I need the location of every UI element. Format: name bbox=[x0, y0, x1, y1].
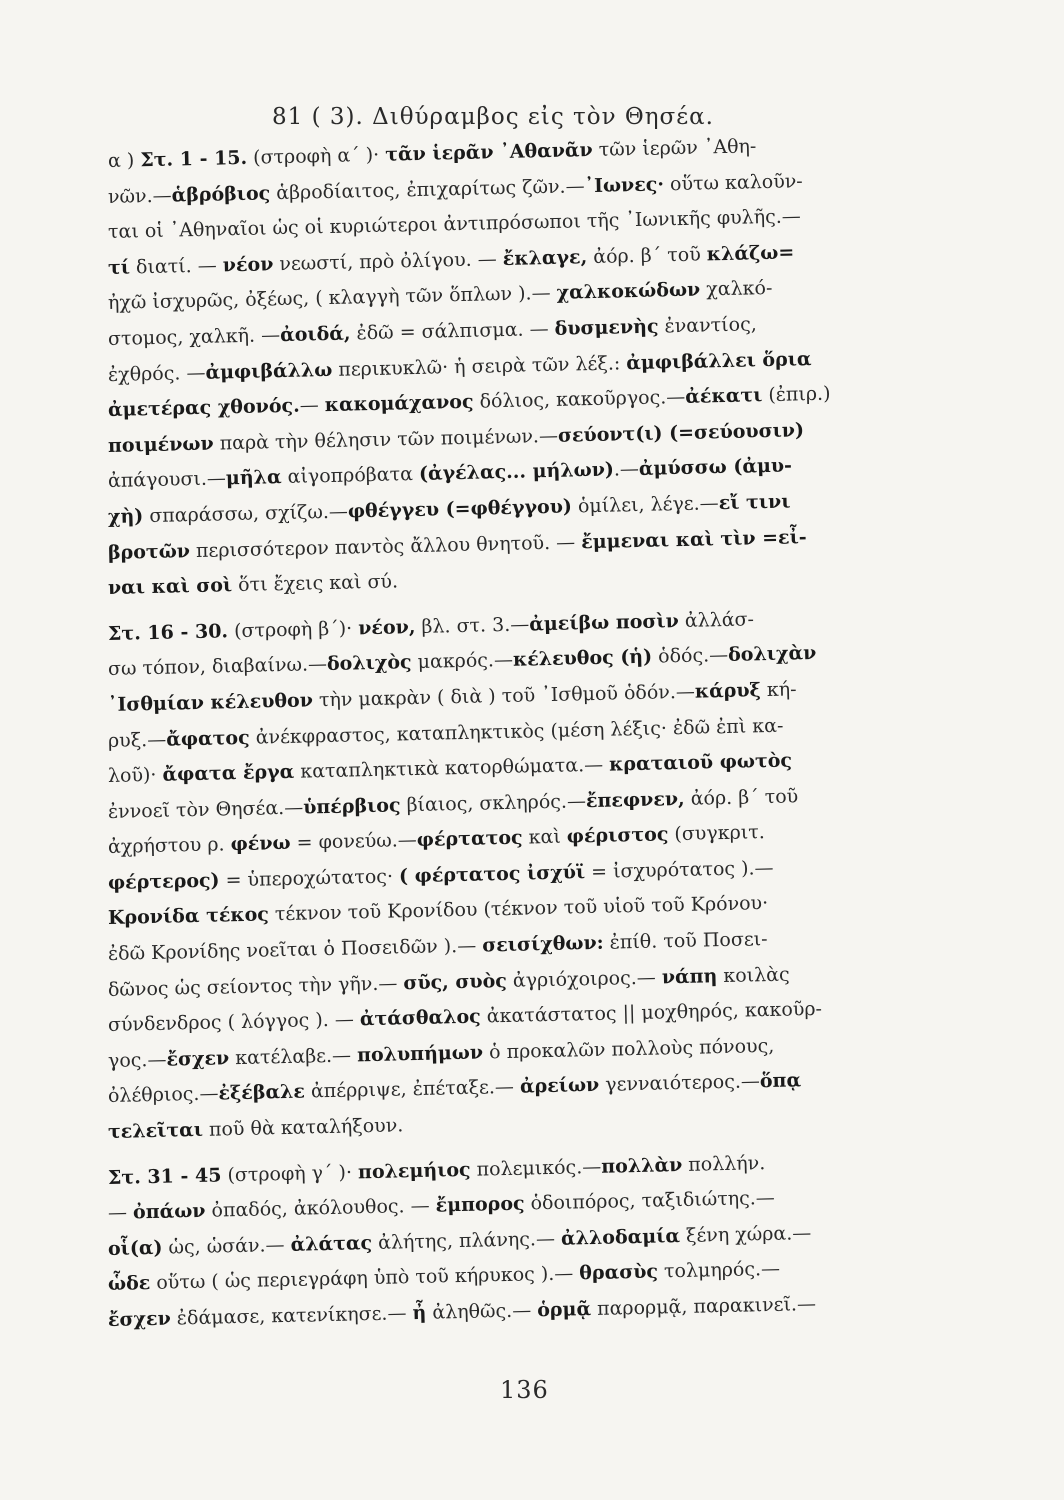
lemma: νάπη bbox=[661, 964, 718, 989]
lemma: ἀτάσθαλος bbox=[359, 1005, 481, 1031]
gloss: σω τόπον, διαβαίνω.— bbox=[107, 653, 328, 681]
gloss: στομος, χαλκῆ. — bbox=[107, 324, 281, 350]
commentary-body bbox=[107, 135, 972, 1339]
lemma: ἀρείων bbox=[519, 1074, 600, 1099]
gloss: λοῦ)· bbox=[107, 763, 163, 788]
lemma: σεισίχθων: bbox=[481, 931, 604, 957]
lemma: φένω bbox=[230, 832, 291, 856]
gloss: νῶν.— bbox=[107, 184, 172, 208]
gloss: ἀόρ. β΄ τοῦ bbox=[586, 243, 708, 268]
lemma: ὅπᾳ bbox=[759, 1069, 802, 1093]
lemma: πολυπήμων bbox=[356, 1041, 484, 1067]
gloss: κή- bbox=[760, 678, 797, 702]
page-number: 136 bbox=[500, 1376, 549, 1404]
gloss: ὁ προκαλῶν πολλοὺς πόνους, bbox=[482, 1034, 775, 1064]
lemma: φέρτερος) bbox=[107, 869, 220, 894]
lemma: ἀμετέρας χθονός. bbox=[107, 394, 300, 422]
gloss: καταπληκτικὰ κατορθώματα.— bbox=[294, 753, 610, 783]
lemma: ἔσχεν bbox=[166, 1047, 230, 1071]
gloss: α ) bbox=[107, 149, 141, 172]
lemma: ἀμφιβάλλω bbox=[205, 358, 333, 384]
gloss: τῶν ἱερῶν ᾿Αθη- bbox=[592, 135, 757, 161]
lemma: φέριστος bbox=[566, 823, 669, 848]
lemma: ᾿Ισθμίαν κέλευθον bbox=[107, 689, 314, 716]
gloss: σύνδενδρος ( λόγγος ). — bbox=[107, 1008, 361, 1037]
lemma: φέρτατος bbox=[416, 826, 523, 852]
gloss: ὁμίλει, λέγε.— bbox=[571, 492, 719, 518]
gloss: ὀλέθριος.— bbox=[107, 1082, 219, 1108]
lemma: χὴ) bbox=[107, 505, 144, 528]
gloss: μακρός.— bbox=[411, 649, 514, 674]
lemma: εἴ τινι bbox=[718, 490, 791, 515]
gloss: διατί. — bbox=[129, 254, 224, 279]
gloss: (συγκριτ. bbox=[668, 821, 765, 846]
gloss: ἀλλάσ- bbox=[678, 608, 755, 632]
lemma: οἷ(α) bbox=[107, 1236, 163, 1260]
gloss: ὡς, ὡσάν.— bbox=[162, 1233, 291, 1259]
lemma: φθέγγευ (=φθέγγου) bbox=[347, 495, 573, 523]
gloss: γος.— bbox=[107, 1048, 167, 1072]
lemma: βροτῶν bbox=[107, 539, 191, 564]
lemma: Κρονίδα τέκος bbox=[107, 903, 270, 930]
gloss: οὕτω καλοῦν- bbox=[663, 169, 803, 195]
gloss: ἁβροδίαιτος, ἐπιχαρίτως ζῶν.— bbox=[269, 174, 585, 204]
gloss: ἀγριόχοιρος.— bbox=[506, 966, 663, 992]
gloss: ἐδάμασε, κατενίκησε.— bbox=[170, 1302, 413, 1330]
section-number: 81 ( 3). bbox=[272, 104, 364, 130]
gloss: ἀκατάστατος || μοχθηρός, κακοῦρ- bbox=[480, 998, 823, 1028]
gloss: κατέλαβε.— bbox=[228, 1044, 358, 1070]
lemma: δολιχὸς bbox=[326, 651, 412, 676]
lemma: θρασὺς bbox=[579, 1260, 659, 1285]
gloss: ποῦ θὰ καταλήξουν. bbox=[202, 1114, 404, 1141]
gloss: ἀπάγουσι.— bbox=[107, 467, 227, 493]
lemma: ἔμπορος bbox=[435, 1192, 525, 1217]
section-title: Διθύραμβος εἰς τὸν Θησέα. bbox=[372, 104, 714, 130]
lemma: νέον, bbox=[357, 615, 416, 640]
gloss: πολλήν. bbox=[681, 1151, 766, 1176]
gloss: (ἐπιρ.) bbox=[762, 382, 831, 407]
gloss: ἀνέκφραστος, καταπληκτικὸς (μέση λέξις· ἐδῶ ἐπὶ κα- bbox=[249, 714, 784, 749]
gloss: = ἰσχυρότατος ).— bbox=[584, 856, 774, 884]
lemma: ἦ bbox=[412, 1301, 427, 1325]
gloss: δῶνος ὡς σείοντος τὴν γῆν.— bbox=[107, 971, 404, 1001]
lemma: τελεῖται bbox=[107, 1118, 204, 1144]
gloss: ἐναντίος, bbox=[658, 313, 757, 338]
lemma: δολιχὰν bbox=[727, 642, 817, 667]
gloss: .— bbox=[613, 458, 640, 481]
lemma: τί bbox=[107, 256, 131, 279]
lemma: ἀμύσσω (ἀμυ- bbox=[638, 454, 793, 481]
gloss: πολεμικός.— bbox=[470, 1155, 602, 1181]
lemma: Στ. 1 - 15. bbox=[140, 146, 248, 172]
gloss: (στροφὴ α΄ )· bbox=[246, 143, 386, 169]
lemma: σῦς, συὸς bbox=[403, 969, 508, 994]
lemma: ἔμμεναι καὶ τὶν =εἶ- bbox=[580, 525, 807, 553]
lemma: ὑπέρβιος bbox=[302, 794, 401, 819]
gloss: ἐπίθ. τοῦ Ποσει- bbox=[603, 928, 768, 954]
lemma: σεύοντ(ι) (=σεύουσιν) bbox=[557, 418, 805, 447]
lemma: ὀπάων bbox=[132, 1200, 206, 1224]
gloss: — bbox=[299, 394, 325, 417]
gloss: ἀπέρριψε, ἐπέταξε.— bbox=[304, 1076, 521, 1103]
lemma: ἁβρόβιος bbox=[171, 181, 271, 207]
lemma: ποιμένων bbox=[107, 432, 214, 457]
gloss: βλ. στ. 3.— bbox=[415, 613, 530, 638]
gloss: = ὑπεροχώτατος· bbox=[219, 865, 400, 892]
gloss: ρυξ.— bbox=[107, 728, 167, 752]
lemma: ὧδε bbox=[107, 1272, 151, 1296]
lemma: Στ. 16 - 30. bbox=[107, 619, 229, 645]
lemma: ναι καὶ σοὶ bbox=[107, 574, 233, 600]
gloss: σπαράσσω, σχίζω.— bbox=[143, 500, 349, 528]
gloss: περισσότερον παντὸς ἄλλου θνητοῦ. — bbox=[189, 530, 582, 562]
lemma: ᾿Ιωνες· bbox=[584, 172, 665, 197]
gloss: αἰγοπρόβατα bbox=[281, 463, 420, 489]
gloss: χαλκό- bbox=[699, 277, 773, 301]
lemma: Στ. 31 - 45 bbox=[107, 1164, 222, 1189]
lemma: μῆλα bbox=[225, 466, 282, 490]
lemma: ἔκλαγε, bbox=[502, 245, 588, 270]
gloss: (στροφὴ β΄)· bbox=[227, 617, 359, 642]
gloss: ἐδῶ = σάλπισμα. — bbox=[350, 317, 555, 345]
gloss: ὁδός.— bbox=[651, 644, 729, 668]
gloss: καὶ bbox=[522, 825, 568, 849]
gloss: νεωστί, πρὸ ὀλίγου. — bbox=[273, 247, 504, 276]
lemma: κραταιοῦ φωτὸς bbox=[608, 749, 793, 776]
gloss: τολμηρός.— bbox=[657, 1258, 781, 1283]
gloss: γενναιότερος.— bbox=[598, 1070, 761, 1097]
gloss: ἐχθρός. — bbox=[107, 361, 206, 386]
gloss: δόλιος, κακοῦργος.— bbox=[473, 386, 686, 413]
gloss: ται οἱ ᾿Αθηναῖοι ὡς οἱ κυριώτεροι ἀντιπρόσωποι τῆς ᾿Ιωνικῆς φυλῆς.— bbox=[107, 205, 802, 244]
lemma: ἄφατος bbox=[165, 726, 250, 751]
lemma: κακομάχανος bbox=[324, 390, 474, 417]
lemma: πολεμήιος bbox=[357, 1158, 471, 1183]
gloss: ὅτι ἔχεις καὶ σύ. bbox=[231, 570, 399, 597]
lemma: (ἀγέλας... μήλων) bbox=[418, 458, 615, 486]
section-heading bbox=[272, 104, 714, 130]
gloss: τέκνον τοῦ Κρονίδου (τέκνον τοῦ υἱοῦ τοῦ Κρόνου· bbox=[268, 892, 769, 926]
gloss: ἀχρήστου ρ. bbox=[107, 833, 231, 859]
lemma: ( φέρτατος ἰσχύϊ bbox=[398, 861, 586, 888]
lemma: κλάζω= bbox=[706, 241, 795, 266]
gloss: περικυκλῶ· ἡ σειρὰ τῶν λέξ.: bbox=[332, 351, 627, 381]
lemma: ἀλάτας bbox=[290, 1231, 373, 1256]
lemma: ἐξέβαλε bbox=[218, 1080, 306, 1105]
lemma: ἔπεφνεν, bbox=[585, 787, 685, 812]
lemma: κέλευθος (ἡ) bbox=[512, 645, 653, 672]
gloss: παρὰ τὴν θέλησιν τῶν ποιμένων.— bbox=[213, 424, 559, 455]
gloss: ξένη χώρα.— bbox=[679, 1221, 812, 1247]
lemma: ἄφατα ἔργα bbox=[162, 760, 295, 786]
gloss: ἀόρ. β΄ τοῦ bbox=[684, 785, 799, 810]
gloss: οὕτω ( ὡς περιεγράφη ὑπὸ τοῦ κήρυκος ).— bbox=[150, 1262, 580, 1295]
gloss: ὀπαδός, ἀκόλουθος. — bbox=[205, 1194, 436, 1223]
lemma: ἀμείβω ποσὶν bbox=[528, 609, 680, 636]
gloss: (στροφὴ γ΄ )· bbox=[221, 1160, 359, 1187]
lemma: τᾶν ἱερᾶν ᾿Αθανᾶν bbox=[384, 139, 593, 166]
gloss: = φονεύω.— bbox=[290, 829, 418, 855]
lemma: δυσμενὴς bbox=[554, 315, 659, 340]
lemma: ἀοιδά, bbox=[279, 322, 351, 347]
lemma: ὁρμᾷ bbox=[536, 1298, 592, 1322]
lemma: ἔσχεν bbox=[107, 1307, 172, 1331]
lemma: πολλὰν bbox=[600, 1153, 683, 1178]
lemma: ἀμφιβάλλει ὅρια bbox=[626, 347, 812, 374]
gloss: ἀληθῶς.— bbox=[426, 1299, 538, 1324]
gloss: ὁδοιπόρος, ταξιδιώτης.— bbox=[524, 1187, 776, 1215]
gloss: παρορμᾷ, παρακινεῖ.— bbox=[590, 1292, 817, 1321]
lemma: ἀλλοδαμία bbox=[560, 1224, 681, 1250]
gloss: ἠχῶ ἰσχυρῶς, ὀξέως, ( κλαγγὴ τῶν ὅπλων ).— bbox=[107, 282, 557, 315]
lemma: νέον bbox=[222, 253, 274, 277]
gloss: ἐννοεῖ τὸν Θησέα.— bbox=[107, 796, 304, 823]
gloss: ἐδῶ Κρονίδης νοεῖται ὁ Ποσειδῶν ).— bbox=[107, 934, 483, 966]
gloss: κοιλὰς bbox=[717, 963, 790, 987]
lemma: κάρυξ bbox=[694, 679, 762, 703]
lemma: ἀέκατι bbox=[685, 384, 763, 409]
gloss: ἀλήτης, πλάνης.— bbox=[371, 1227, 562, 1254]
gloss: — bbox=[107, 1201, 134, 1225]
lemma: χαλκοκώδων bbox=[556, 278, 701, 305]
gloss: τὴν μακρὰν ( διὰ ) τοῦ ᾿Ισθμοῦ ὁδόν.— bbox=[312, 680, 696, 712]
gloss: βίαιος, σκληρός.— bbox=[400, 789, 587, 817]
